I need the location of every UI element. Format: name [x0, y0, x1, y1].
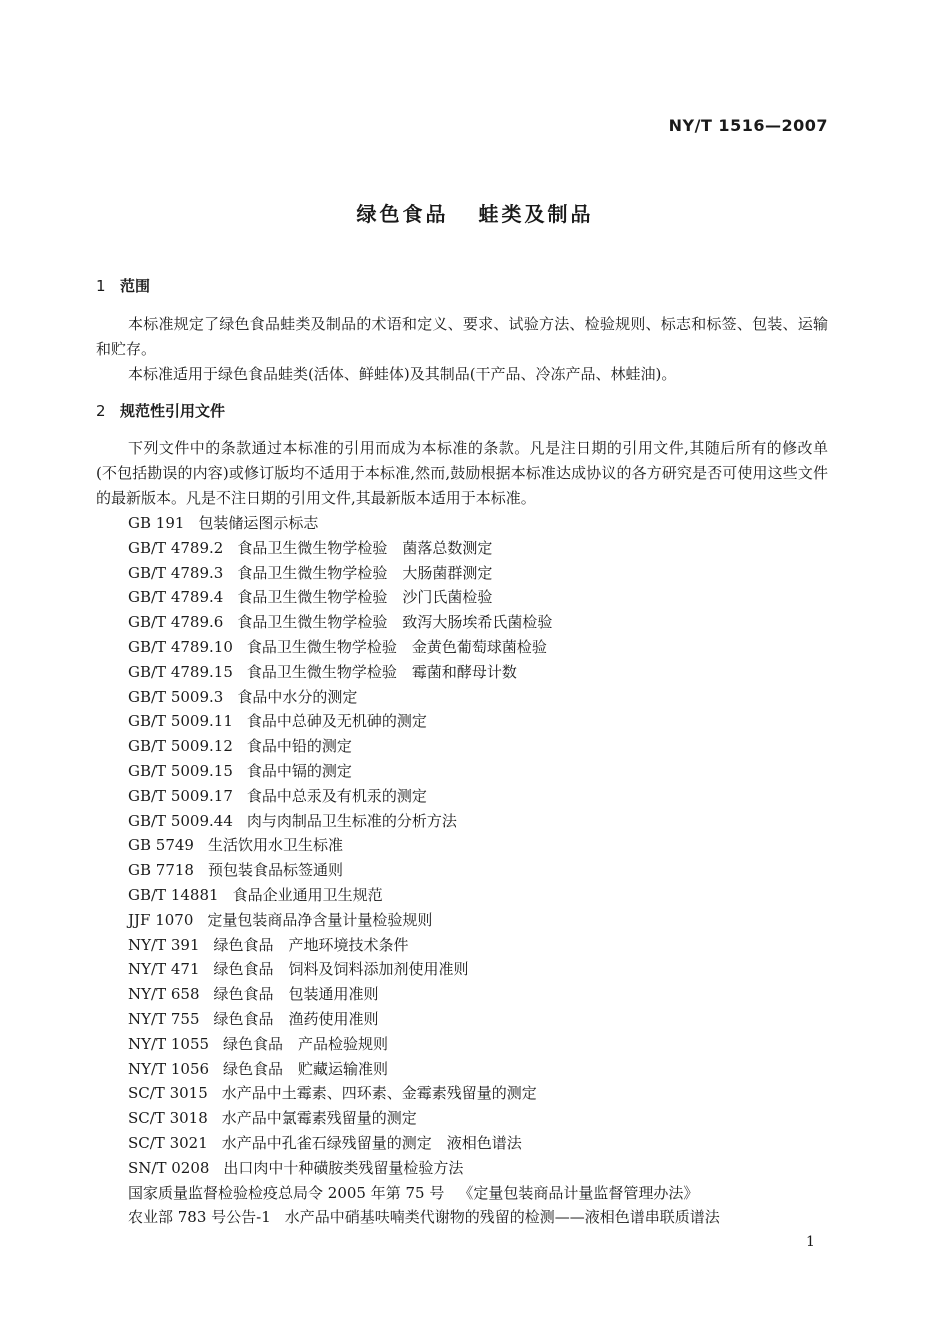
reference-item	[128, 1156, 720, 1181]
reference-title: 水产品中土霉素、四环素、金霉素残留量的测定	[221, 1084, 537, 1103]
reference-code: GB 7718	[128, 861, 194, 880]
reference-title: 绿色食品 饲料及饲料添加剂使用准则	[213, 960, 469, 979]
reference-title: 食品企业通用卫生规范	[232, 885, 383, 904]
reference-item	[128, 610, 720, 635]
section1-paragraph-2: 本标准适用于绿色食品蛙类(活体、鲜蛙体)及其制品(干产品、冷冻产品、林蛙油)。	[128, 365, 677, 383]
reference-item	[128, 933, 720, 958]
section1-paragraph-1: 本标准规定了绿色食品蛙类及制品的术语和定义、要求、试验方法、检验规则、标志和标签、包装、运输和贮存。	[96, 315, 828, 358]
reference-title: 《定量包装商品计量监督管理办法》	[458, 1183, 699, 1202]
reference-title: 水产品中孔雀石绿残留量的测定 液相色谱法	[221, 1133, 522, 1152]
reference-code: GB/T 4789.15	[128, 662, 233, 681]
reference-code: GB/T 5009.11	[128, 712, 233, 731]
reference-title: 食品卫生微生物学检验 菌落总数测定	[237, 538, 493, 557]
reference-code: SC/T 3021	[128, 1133, 208, 1152]
reference-code: GB/T 5009.44	[128, 811, 233, 830]
reference-title: 食品卫生微生物学检验 致泻大肠埃希氏菌检验	[237, 613, 553, 632]
reference-code: GB/T 5009.12	[128, 737, 233, 756]
reference-item	[128, 784, 720, 809]
reference-item	[128, 511, 720, 536]
reference-title: 生活饮用水卫生标准	[207, 836, 343, 855]
reference-item	[128, 1205, 720, 1230]
title-part2: 蛙类及制品	[478, 202, 594, 226]
reference-code: GB/T 4789.2	[128, 538, 224, 557]
reference-item	[128, 585, 720, 610]
reference-code: SN/T 0208	[128, 1158, 210, 1177]
reference-code: GB/T 5009.15	[128, 761, 233, 780]
reference-code: JJF 1070	[128, 910, 194, 929]
reference-item	[128, 660, 720, 685]
reference-code: NY/T 471	[128, 960, 200, 979]
reference-code: NY/T 1055	[128, 1034, 210, 1053]
reference-item	[128, 1181, 720, 1206]
reference-code: NY/T 755	[128, 1009, 200, 1028]
reference-title: 预包装食品标签通则	[207, 861, 343, 880]
reference-title: 水产品中硝基呋喃类代谢物的残留的检测——液相色谱串联质谱法	[284, 1208, 720, 1227]
reference-code: SC/T 3015	[128, 1084, 208, 1103]
section1-heading	[96, 275, 150, 296]
reference-item	[128, 982, 720, 1007]
reference-title: 食品中总汞及有机汞的测定	[246, 786, 427, 805]
reference-code: 国家质量监督检验检疫总局令 2005 年第 75 号	[128, 1183, 445, 1202]
reference-code: SC/T 3018	[128, 1109, 208, 1128]
reference-item	[128, 536, 720, 561]
reference-code: GB/T 4789.10	[128, 637, 233, 656]
reference-title: 食品卫生微生物学检验 大肠菌群测定	[237, 563, 493, 582]
section1-title: 范围	[120, 277, 151, 295]
reference-item	[128, 1007, 720, 1032]
title-part1: 绿色食品	[356, 202, 449, 226]
reference-item	[128, 1081, 720, 1106]
reference-code: NY/T 391	[128, 935, 200, 954]
reference-item	[128, 809, 720, 834]
standard-number: NY/T 1516—2007	[668, 116, 828, 135]
reference-code: GB/T 14881	[128, 885, 219, 904]
section2-intro: 下列文件中的条款通过本标准的引用而成为本标准的条款。凡是注日期的引用文件,其随后所有的修改单(不包括勘误的内容)或修订版均不适用于本标准,然而,鼓励根据本标准达成协议的各方研究是否可使用这些文件的最新版本。凡是不注日期的引用文件,其最新版本适用于本标准。	[96, 439, 828, 507]
reference-list	[128, 511, 720, 1230]
reference-title: 食品中铅的测定	[246, 737, 352, 756]
section2-number: 2	[96, 402, 106, 420]
reference-title: 绿色食品 贮藏运输准则	[223, 1059, 389, 1078]
section2-title: 规范性引用文件	[120, 402, 226, 420]
reference-title: 食品卫生微生物学检验 金黄色葡萄球菌检验	[246, 637, 547, 656]
reference-item	[128, 734, 720, 759]
reference-code: NY/T 658	[128, 985, 200, 1004]
reference-item	[128, 635, 720, 660]
reference-item	[128, 759, 720, 784]
reference-title: 绿色食品 包装通用准则	[213, 985, 379, 1004]
reference-item	[128, 1057, 720, 1082]
reference-item	[128, 883, 720, 908]
reference-title: 食品中总砷及无机砷的测定	[246, 712, 427, 731]
reference-title: 食品中镉的测定	[246, 761, 352, 780]
reference-item	[128, 833, 720, 858]
reference-item	[128, 908, 720, 933]
reference-title: 绿色食品 渔药使用准则	[213, 1009, 379, 1028]
reference-item	[128, 1032, 720, 1057]
reference-title: 绿色食品 产品检验规则	[223, 1034, 389, 1053]
reference-code: GB 5749	[128, 836, 194, 855]
reference-code: GB/T 4789.6	[128, 613, 224, 632]
page-number: 1	[806, 1234, 815, 1250]
document-title	[0, 198, 950, 227]
reference-title: 食品卫生微生物学检验 沙门氏菌检验	[237, 588, 493, 607]
reference-title: 水产品中氯霉素残留量的测定	[221, 1109, 417, 1128]
reference-title: 定量包装商品净含量计量检验规则	[207, 910, 433, 929]
reference-item	[128, 957, 720, 982]
section1-number: 1	[96, 277, 106, 295]
reference-code: GB 191	[128, 514, 185, 532]
reference-item	[128, 685, 720, 710]
reference-item	[128, 1131, 720, 1156]
reference-item	[128, 858, 720, 883]
reference-code: GB/T 4789.4	[128, 588, 224, 607]
reference-title: 出口肉中十种磺胺类残留量检验方法	[223, 1158, 464, 1177]
reference-code: GB/T 4789.3	[128, 563, 224, 582]
reference-item	[128, 709, 720, 734]
section2-heading	[96, 400, 225, 421]
reference-title: 绿色食品 产地环境技术条件	[213, 935, 409, 954]
reference-item	[128, 1106, 720, 1131]
reference-title: 肉与肉制品卫生标准的分析方法	[246, 811, 457, 830]
reference-code: NY/T 1056	[128, 1059, 210, 1078]
reference-code: 农业部 783 号公告-1	[128, 1208, 271, 1227]
reference-item	[128, 561, 720, 586]
reference-title: 食品卫生微生物学检验 霉菌和酵母计数	[246, 662, 517, 681]
reference-code: GB/T 5009.17	[128, 786, 233, 805]
reference-title: 包装储运图示标志	[198, 514, 319, 532]
reference-title: 食品中水分的测定	[237, 687, 358, 706]
reference-code: GB/T 5009.3	[128, 687, 224, 706]
